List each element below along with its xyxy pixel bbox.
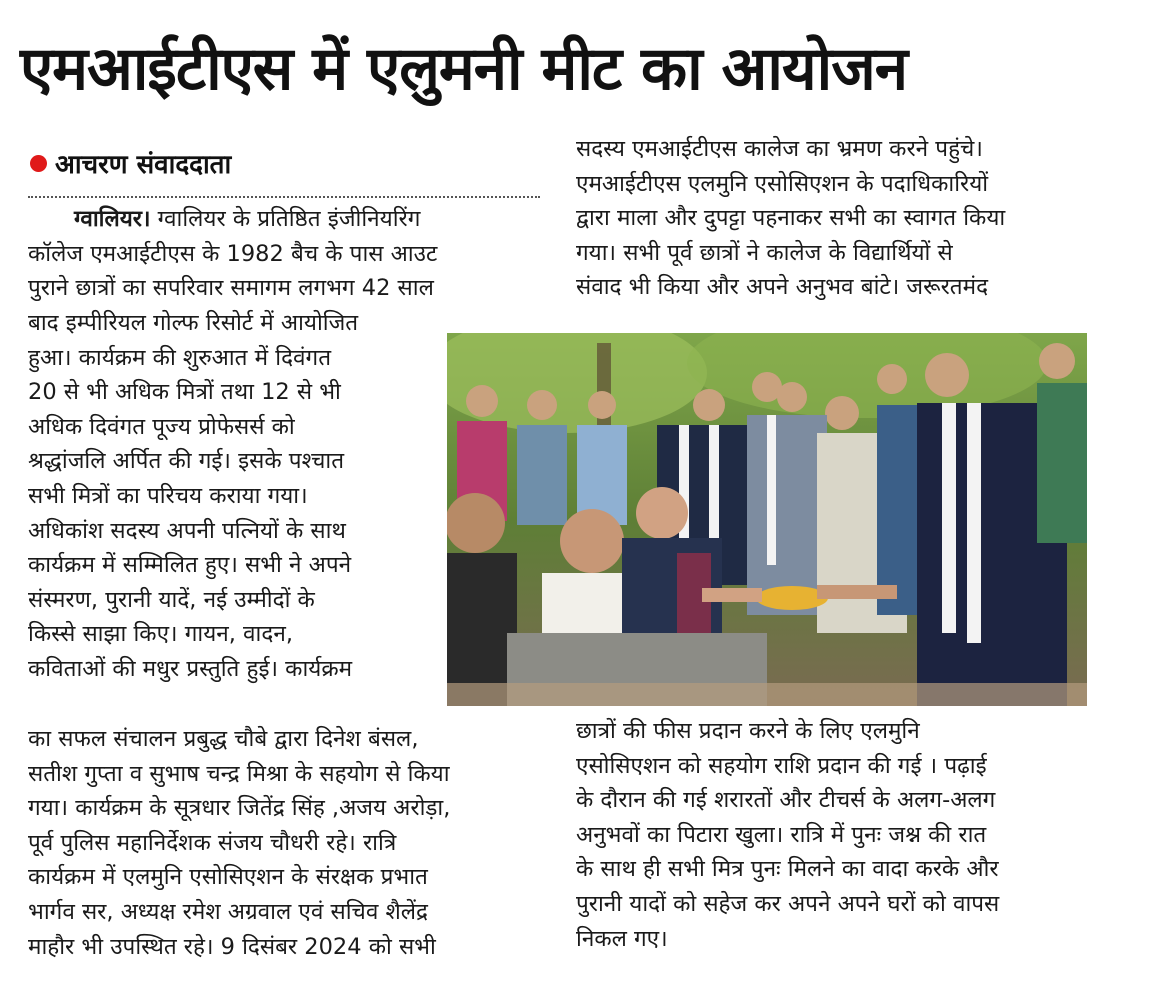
bullet-dot-icon bbox=[30, 155, 47, 172]
text-line: हुआ। कार्यक्रम की शुरुआत में दिवंगत bbox=[28, 344, 332, 371]
text-line: छात्रों की फीस प्रदान करने के लिए एलमुनि bbox=[576, 718, 920, 744]
right-column-bottom bbox=[576, 714, 1091, 956]
left-column-top bbox=[28, 202, 543, 306]
text-line: निकल गए। bbox=[576, 925, 668, 952]
byline-text: आचरण संवाददाता bbox=[55, 150, 232, 180]
text-line: कविताओं की मधुर प्रस्तुति हुई। कार्यक्रम bbox=[28, 655, 353, 682]
text-line: का सफल संचालन प्रबुद्ध चौबे द्वारा दिनेश बंसल, bbox=[28, 726, 419, 752]
byline-divider bbox=[28, 196, 540, 198]
text-line: के दौरान की गई शरारतों और टीचर्स के अलग-अलग bbox=[576, 787, 996, 814]
text-line: बाद इम्पीरियल गोल्फ रिसोर्ट में आयोजित bbox=[28, 310, 359, 336]
headline: एमआईटीएस में एलुमनी मीट का आयोजन bbox=[20, 34, 908, 104]
text-line: पुराने छात्रों का सपरिवार समागम लगभग 42 साल bbox=[28, 275, 434, 302]
text-line: संस्मरण, पुरानी यादें, नई उम्मीदों के bbox=[28, 586, 315, 613]
text-line: अधिकांश सदस्य अपनी पत्नियों के साथ bbox=[28, 517, 346, 544]
text-line: कॉलेज एमआईटीएस के 1982 बैच के पास आउट bbox=[28, 240, 438, 267]
text-line: कार्यक्रम में सम्मिलित हुए। सभी ने अपने bbox=[28, 552, 352, 579]
text-line: सदस्य एमआईटीएस कालेज का भ्रमण करने पहुंचे। bbox=[576, 136, 983, 162]
text-line: कार्यक्रम में एलमुनि एसोसिएशन के संरक्षक प्रभात bbox=[28, 864, 428, 891]
text-line: गया। कार्यक्रम के सूत्रधार जितेंद्र सिंह ,अजय अरोड़ा, bbox=[28, 795, 451, 822]
text-line: अनुभवों का पिटारा खुला। रात्रि में पुनः जश्न की रात bbox=[576, 821, 987, 848]
text-line: पूर्व पुलिस महानिर्देशक संजय चौधरी रहे। रात्रि bbox=[28, 829, 397, 856]
text-line: के साथ ही सभी मित्र पुनः मिलने का वादा करके और bbox=[576, 856, 999, 883]
text-line: श्रद्धांजलि अर्पित की गई। इसके पश्चात bbox=[28, 448, 345, 475]
text-line: ग्वालियर। ग्वालियर के प्रतिष्ठित इंजीनियरिंग bbox=[74, 206, 421, 232]
byline bbox=[30, 146, 231, 180]
text-line: एमआईटीएस एलमुनि एसोसिएशन के पदाधिकारियों bbox=[576, 170, 989, 197]
left-column-narrow bbox=[28, 306, 436, 687]
text-line: अधिक दिवंगत पूज्य प्रोफेसर्स को bbox=[28, 413, 295, 440]
text-line: सतीश गुप्ता व सुभाष चन्द्र मिश्रा के सहयोग से किया bbox=[28, 760, 450, 787]
text-line: 20 से भी अधिक मित्रों तथा 12 से भी bbox=[28, 379, 341, 406]
text-line: सभी मित्रों का परिचय कराया गया। bbox=[28, 482, 308, 509]
city-dateline: ग्वालियर। bbox=[74, 206, 151, 232]
text-line: पुरानी यादों को सहेज कर अपने अपने घरों को वापस bbox=[576, 890, 1000, 917]
event-photo bbox=[447, 333, 1087, 706]
text-line: संवाद भी किया और अपने अनुभव बांटे। जरूरतमंद bbox=[576, 274, 989, 301]
text-line: किस्से साझा किए। गायन, वादन, bbox=[28, 621, 293, 648]
left-column-bottom bbox=[28, 722, 543, 964]
text-line: द्वारा माला और दुपट्टा पहनाकर सभी का स्वागत किया bbox=[576, 205, 1006, 232]
text-line: एसोसिएशन को सहयोग राशि प्रदान की गई । पढ़ाई bbox=[576, 752, 987, 779]
text-line: गया। सभी पूर्व छात्रों ने कालेज के विद्यार्थियों से bbox=[576, 239, 953, 266]
right-column-top bbox=[576, 132, 1091, 305]
group-photo-illustration bbox=[447, 333, 1087, 706]
text-line: भार्गव सर, अध्यक्ष रमेश अग्रवाल एवं सचिव शैलेंद्र bbox=[28, 898, 429, 925]
text-line: माहौर भी उपस्थित रहे। 9 दिसंबर 2024 को सभी bbox=[28, 933, 436, 960]
